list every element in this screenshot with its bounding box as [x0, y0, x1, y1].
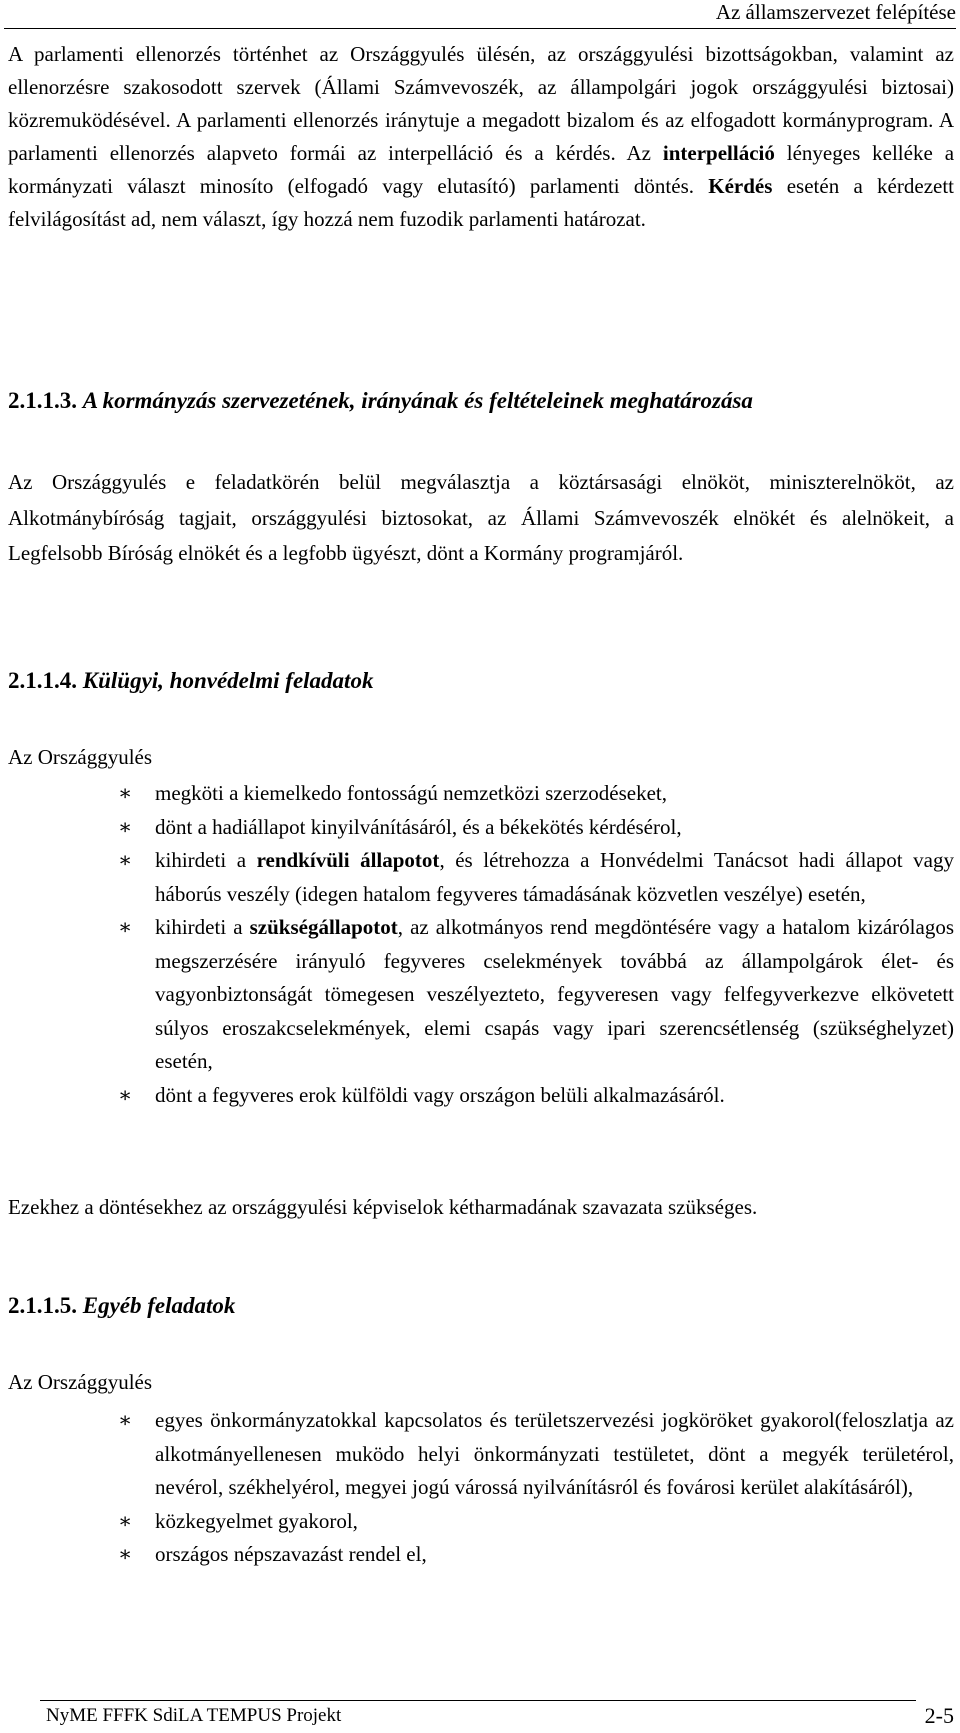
asterisk-bullet-icon: ∗	[118, 781, 133, 805]
term-rendkivuli-allapot: rendkívüli állapotot	[256, 848, 440, 872]
asterisk-bullet-icon: ∗	[118, 1542, 133, 1566]
intro-paragraph	[8, 38, 954, 236]
section-2114-list	[118, 777, 954, 1112]
asterisk-bullet-icon: ∗	[118, 1408, 133, 1432]
section-heading-2113	[8, 388, 753, 414]
section-2114-intro: Az Országgyulés	[8, 745, 153, 769]
sentence-3: A parlamenti ellenorzés alapveto formái az interpelláció és a kérdés.	[8, 108, 955, 165]
list-item: ∗ kihirdeti a szükségállapotot, az alkotmányos rend megdöntésére vagy a hatalom kizárólagos megszerzésére irányuló fegyveres cselekmények továbbá az állampolgárok élet- és vagyonbiztonságát tömegesen veszélyezteto, fegyveresen vagy felfegyverkezve elkövetett súlyos eroszakcselekmények, elemi csapás vagy ipari szerencsétlenség (szükséghelyzet) esetén,	[118, 911, 954, 1079]
list-item: ∗ dönt a fegyveres erok külföldi vagy országon belüli alkalmazásáról.	[118, 1079, 954, 1113]
asterisk-bullet-icon: ∗	[118, 814, 133, 839]
list-item: ∗ megköti a kiemelkedo fontosságú nemzetközi szerzodéseket,	[118, 777, 954, 811]
page-number: 2-5	[924, 1703, 954, 1728]
sentence-4-pre: Az	[626, 141, 651, 165]
sentence-2: A parlamenti ellenorzés iránytuje a megadott bizalom és az elfogadott kormányprogram.	[176, 108, 934, 132]
sentence-4-post: lényeges kelléke a kormányzati választ minosíto (elfogadó vagy elutasító) parlamenti döntés.	[8, 141, 955, 198]
asterisk-bullet-icon: ∗	[118, 1508, 133, 1533]
sentence-1: A parlamenti ellenorzés történhet az Országgyulés ülésén, az országgyulési bizottságokban, valamint az ellenorzésre szakosodott szervek (Állami Számvevoszék, az állampolgári jogok országgyulési biztosai) közremuködésével.	[8, 42, 954, 132]
list-item: ∗ egyes önkormányzatokkal kapcsolatos és területszervezési jogköröket gyakorol(feloszlatja az alkotmányellenesen muködo helyi önkormányzati testületet, dönt a megyék területérol, nevérol, székhelyérol, megyei jogú várossá nyilvánításról és fovárosi kerület alakításáról),	[118, 1404, 954, 1505]
running-header: Az államszervezet felépítése	[715, 0, 956, 24]
list-item: ∗ közkegyelmet gyakorol,	[118, 1505, 954, 1539]
sentence-5-post: esetén a kérdezett felvilágosítást ad, nem választ, így hozzá nem fuzodik parlamenti határozat.	[8, 174, 955, 231]
list-item: ∗ országos népszavazást rendel el,	[118, 1538, 954, 1572]
footer-project: NyME FFFK SdiLA TEMPUS Projekt	[46, 1705, 342, 1726]
section-heading-2115	[8, 1293, 235, 1319]
asterisk-bullet-icon: ∗	[118, 848, 133, 872]
section-title: Külügyi, honvédelmi feladatok	[82, 668, 374, 693]
section-heading-2114	[8, 668, 373, 694]
header-rule	[4, 28, 956, 29]
asterisk-bullet-icon: ∗	[118, 1082, 133, 1107]
asterisk-bullet-icon: ∗	[118, 915, 133, 939]
section-2115-list	[118, 1404, 954, 1572]
section-number: 2.1.1.4.	[8, 668, 77, 693]
section-title: A kormányzás szervezetének, irányának és feltételeinek meghatározása	[82, 388, 753, 413]
section-title: Egyéb feladatok	[82, 1293, 236, 1318]
section-2114-closing: Ezekhez a döntésekhez az országgyulési képviselok kétharmadának szavazata szükséges.	[8, 1195, 758, 1219]
section-number: 2.1.1.5.	[8, 1293, 77, 1318]
term-interpellacio: interpelláció	[662, 141, 775, 165]
section-number: 2.1.1.3.	[8, 388, 77, 413]
term-kerdes: Kérdés	[708, 174, 773, 198]
list-item: ∗ dönt a hadiállapot kinyilvánításáról, és a békekötés kérdésérol,	[118, 811, 954, 845]
section-2113-body: Az Országgyulés e feladatkörén belül megválasztja a köztársasági elnököt, miniszterelnököt, az Alkotmánybíróság tagjait, országgyulési biztosokat, az Állami Számvevoszék elnökét és alelnökeit, a Legfelsobb Bíróság elnökét és a legfobb ügyészt, dönt a Kormány programjáról.	[8, 470, 954, 565]
list-item: ∗ kihirdeti a rendkívüli állapotot, és létrehozza a Honvédelmi Tanácsot hadi állapot vagy háborús veszély (idegen hatalom fegyveres támadásának közvetlen veszélye) esetén,	[118, 844, 954, 911]
section-2115-intro: Az Országgyulés	[8, 1370, 153, 1394]
term-szuksegallapot: szükségállapotot	[249, 915, 398, 939]
footer-rule	[40, 1700, 916, 1701]
